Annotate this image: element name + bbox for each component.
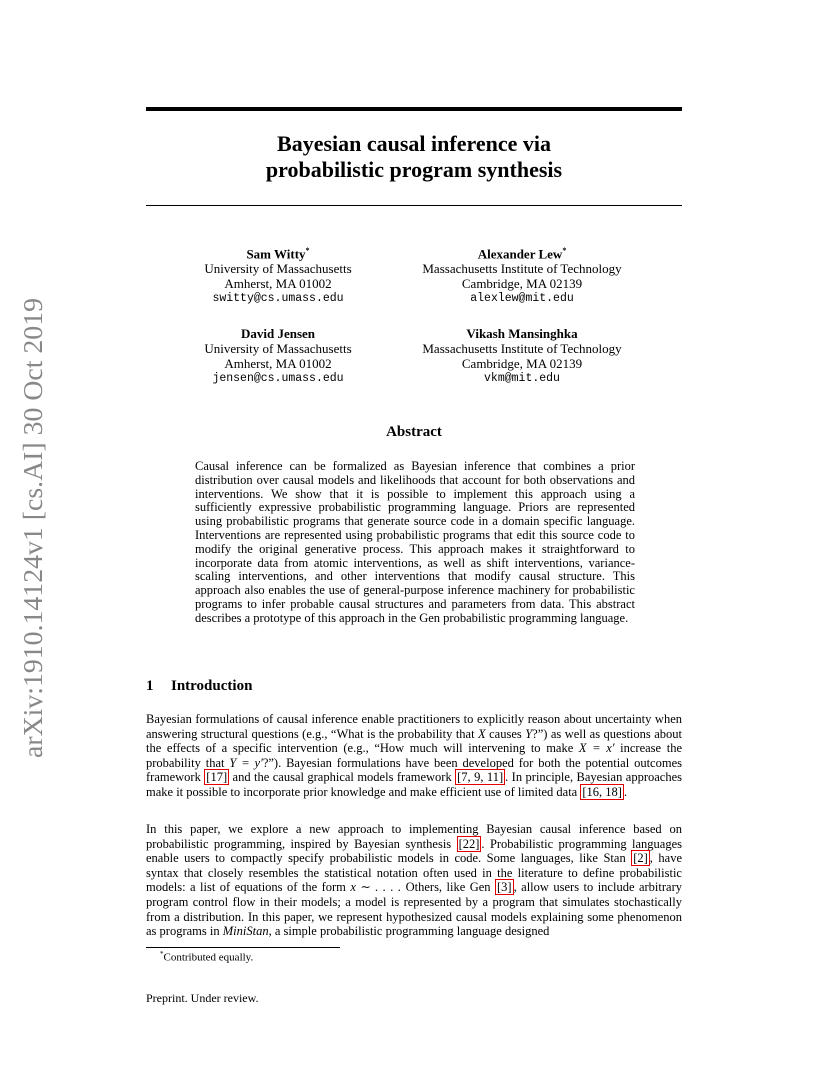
text-run: . Probabilistic programming languages enable users to compactly specify probabilistic models in code. Some languages, like Stan <box>146 836 682 866</box>
footnote <box>160 950 253 964</box>
author-block <box>402 243 642 306</box>
abstract-heading: Abstract <box>386 424 442 440</box>
text-run: ?”) as well as questions about the effects of a specific intervention (e.g., “How much will intervening to make <box>146 726 682 756</box>
paper-title <box>146 131 682 183</box>
author-affiliation: Massachusetts Institute of Technology <box>422 341 622 356</box>
author-name: Vikash Mansinghka <box>466 326 578 341</box>
arxiv-identifier: arXiv:1910.14124v1 [cs.AI] 30 Oct 2019 <box>18 311 48 758</box>
title-rule-top <box>146 107 682 111</box>
author-address: Cambridge, MA 02139 <box>461 276 583 292</box>
author-email[interactable]: switty@cs.umass.edu <box>212 292 344 306</box>
text-run: , allow users to include arbitrary program control flow in their models; a model is represented by a program that simulates stochastically from a distribution. In this paper, we represent hypothesized causal models explaining some phenomenon as programs in <box>146 880 682 939</box>
text-run: . In principle, Bayesian approaches make it possible to incorporate prior knowledge and make efficient use of limited data <box>146 770 682 799</box>
citation-link[interactable]: [17] <box>206 770 228 785</box>
preprint-notice: Preprint. Under review. <box>146 991 259 1005</box>
author-address: Amherst, MA 01002 <box>224 356 332 371</box>
author-address: Cambridge, MA 02139 <box>461 356 583 371</box>
author-email[interactable]: vkm@mit.edu <box>484 372 560 385</box>
section-title: Introduction <box>171 678 253 694</box>
text-run: Others, like Gen <box>401 880 495 895</box>
text-run: ?”). Bayesian formulations have been developed for both the potential outcomes framework <box>146 755 682 785</box>
text-run: increase the probability that <box>146 741 682 770</box>
footnote-text: Contributed equally. <box>163 951 254 964</box>
arxiv-side-label <box>2 298 52 760</box>
title-rule-bottom <box>146 205 682 206</box>
equal-contribution-mark: * <box>562 246 567 255</box>
math-symbol: X <box>478 726 486 741</box>
author-name: Sam Witty <box>246 246 306 262</box>
author-email[interactable]: alexlew@mit.edu <box>470 292 574 306</box>
author-block <box>402 326 642 386</box>
intro-paragraph-1 <box>146 712 682 800</box>
citation-link[interactable]: [22] <box>458 836 480 851</box>
title-line-1: Bayesian causal inference via <box>277 131 551 156</box>
citation-link[interactable]: [2] <box>633 851 648 866</box>
language-name: MiniStan <box>222 924 269 939</box>
citation-link[interactable]: [16, 18] <box>582 784 622 799</box>
math-expression: Y = y′ <box>229 755 263 770</box>
author-address: Amherst, MA 01002 <box>224 276 332 292</box>
author-name: Alexander Lew <box>477 246 563 262</box>
citation-link[interactable]: [3] <box>497 880 512 895</box>
intro-paragraph-2 <box>146 822 682 939</box>
text-run: causes <box>485 726 526 741</box>
author-block <box>158 243 398 306</box>
citation-link[interactable]: [7, 9, 11] <box>457 770 504 785</box>
author-affiliation: University of Massachusetts <box>204 261 352 277</box>
text-run: Bayesian formulations of causal inference enable practitioners to explicitly reason about uncertainty when answering structural questions (e.g., “What is the probability that <box>146 712 682 741</box>
footnote-rule <box>146 947 340 948</box>
abstract-body: Causal inference can be formalized as Bayesian inference that combines a prior distribution over causal models and likelihoods that account for both observations and interventions. We show that it is possible to implement this approach using a sufficiently expressive probabilistic programming language. Priors are represented using probabilistic programs that generate source code in a domain specific language. Interventions are represented using probabilistic programs that edit this source code to modify the original generative process. This approach makes it straightforward to incorporate data from atomic interventions, as well as shift interventions, variance-scaling interventions, and other interventions that modify causal structure. This approach also enables the use of general-purpose inference machinery for probabilistic programs to infer probable causal structures and parameters from data. This abstract describes a prototype of this approach in the Gen probabilistic programming language. <box>195 459 635 625</box>
author-name: David Jensen <box>240 326 316 341</box>
author-affiliation: University of Massachusetts <box>204 341 352 356</box>
math-symbol: Y <box>525 726 533 741</box>
footnote-mark: * <box>160 950 164 958</box>
author-block <box>158 326 398 386</box>
text-run: In this paper, we explore a new approach to implementing Bayesian causal inference based on probabilistic programming, inspired by Bayesian synthesis <box>146 822 682 851</box>
text-run: , have syntax that closely resembles the statistical notation often used in the literature to define probabilistic models: a list of equations of the form <box>146 851 682 895</box>
title-line-2: probabilistic program synthesis <box>265 157 563 182</box>
equal-contribution-mark: * <box>305 246 310 255</box>
math-expression: X = x′ <box>578 741 615 756</box>
math-expression: x ∼ . . . . <box>350 880 402 895</box>
text-run: . <box>623 784 628 799</box>
text-run: , a simple probabilistic programming language designed <box>268 924 550 939</box>
section-heading <box>146 678 252 695</box>
text-run: and the causal graphical models framework <box>229 770 456 785</box>
author-affiliation: Massachusetts Institute of Technology <box>422 261 622 277</box>
section-number: 1 <box>146 678 154 694</box>
author-email[interactable]: jensen@cs.umass.edu <box>212 372 344 385</box>
